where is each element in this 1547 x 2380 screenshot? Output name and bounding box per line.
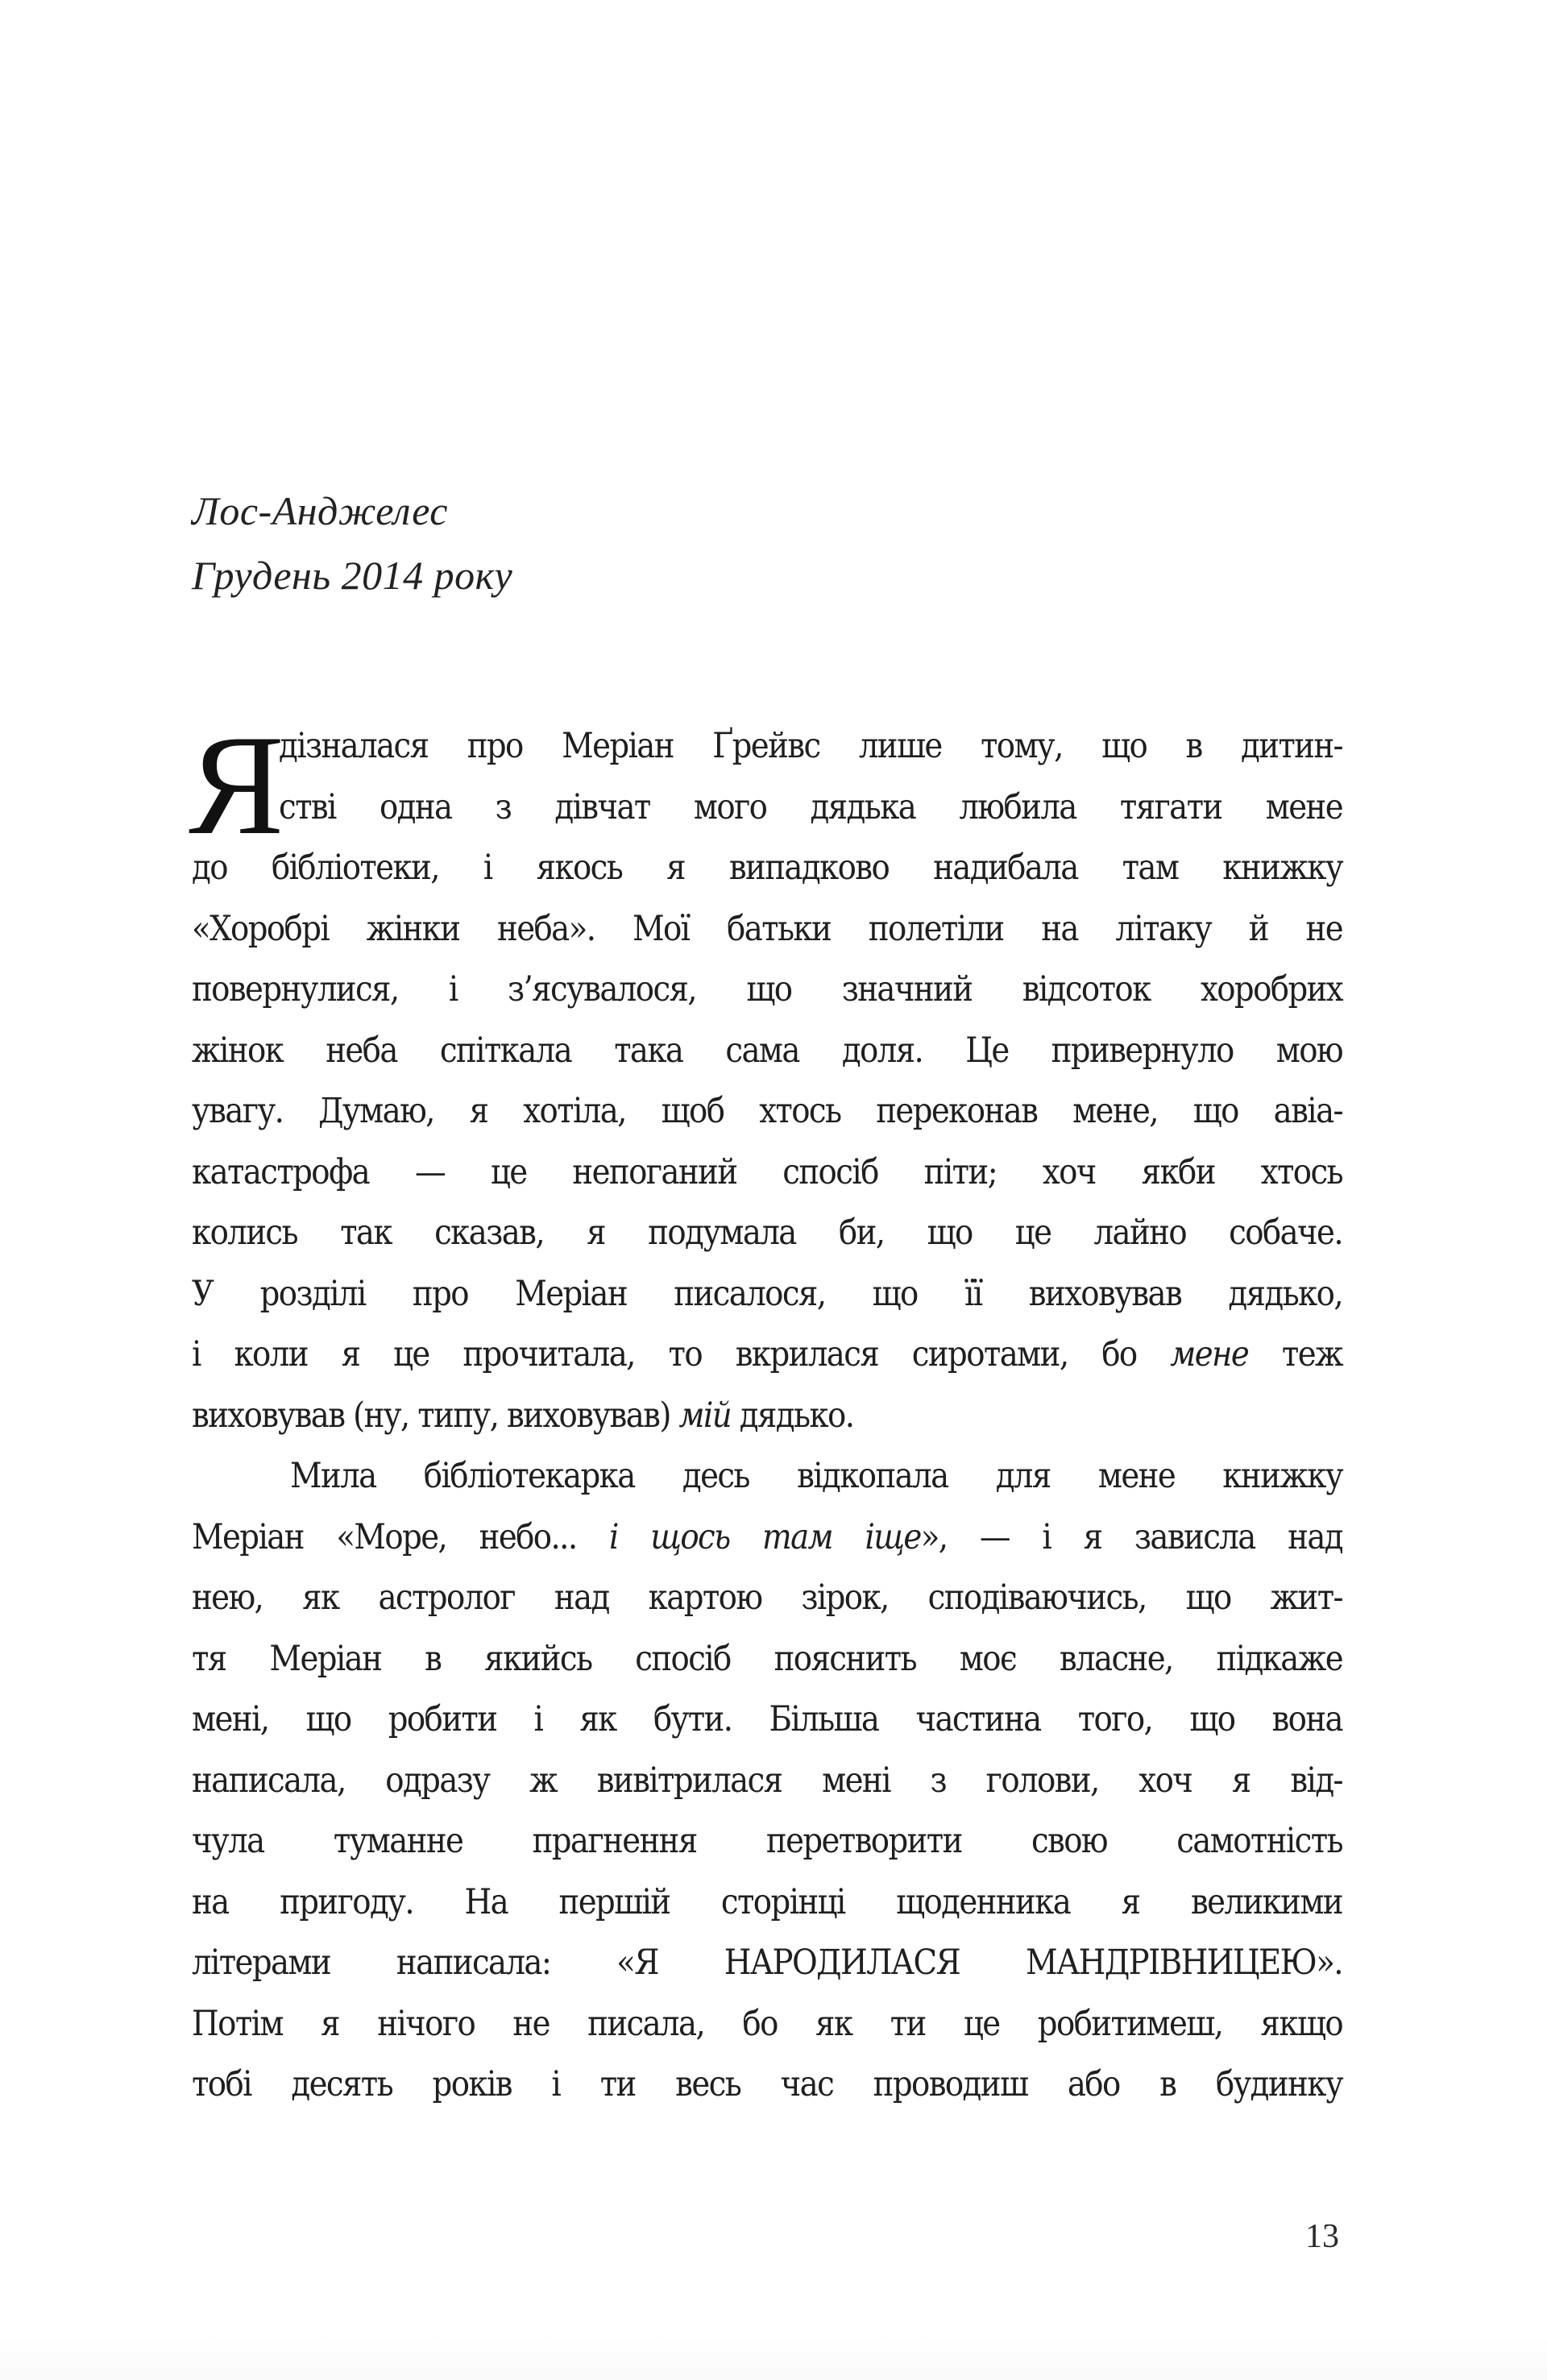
text-run: Меріан «Море, небо... bbox=[192, 1516, 609, 1557]
text-line: жінок неба спіткала така сама доля. Це привернуло мою bbox=[192, 1030, 1342, 1071]
emphasis: мене bbox=[1170, 1334, 1249, 1375]
text-line: Потім я нічого не писала, бо як ти це робитимеш, якщо bbox=[192, 2003, 1342, 2044]
text-run: », — і я зависла над bbox=[920, 1516, 1342, 1557]
text-line: тобі десять років і ти весь час проводиш або в будинку bbox=[192, 2064, 1342, 2104]
text-line: колись так сказав, я подумала би, що це лайно собаче. bbox=[192, 1213, 1342, 1253]
text-run: дядько. bbox=[731, 1395, 854, 1436]
text-line bbox=[192, 1386, 1342, 1447]
drop-cap: Я bbox=[189, 705, 284, 865]
text-run: теж bbox=[1248, 1334, 1342, 1375]
emphasis: мій bbox=[678, 1395, 732, 1436]
chapter-dateline bbox=[192, 479, 512, 607]
text-line: на пригоду. На першій сторінці щоденника я великими bbox=[192, 1881, 1342, 1922]
text-line: тя Меріан в якийсь спосіб пояснить моє власне, підкаже bbox=[192, 1638, 1342, 1679]
text-line: дізналася про Меріан Ґрейвс лише тому, що в дитин- bbox=[279, 726, 1342, 766]
body-text bbox=[189, 705, 1342, 2116]
text-line: У розділі про Меріан писалося, що її виховував дядько, bbox=[192, 1273, 1342, 1314]
text-line: стві одна з дівчат мого дядька любила тягати мене bbox=[279, 786, 1342, 827]
text-line: повернулися, і з’ясувалося, що значний відсоток хоробрих bbox=[192, 969, 1342, 1010]
text-line: увагу. Думаю, я хотіла, щоб хтось переконав мене, що авіа- bbox=[192, 1091, 1342, 1131]
text-line: катастрофа — це непоганий спосіб піти; хоч якби хтось bbox=[192, 1151, 1342, 1192]
text-line: до бібліотеки, і якось я випадково надибала там книжку bbox=[192, 848, 1342, 888]
text-line bbox=[192, 1325, 1342, 1386]
text-line: «Хоробрі жінки неба». Мої батьки полетіли на літаку й не bbox=[192, 908, 1342, 949]
page-number: 13 bbox=[1305, 2218, 1339, 2255]
text-line: чула туманне прагнення перетворити свою самотність bbox=[192, 1821, 1342, 1861]
emphasis: і щось там іще bbox=[609, 1516, 921, 1557]
dateline-place: Лос-Анджелес bbox=[192, 488, 448, 533]
text-run: і коли я це прочитала, то вкрилася сиротами, бо bbox=[192, 1334, 1171, 1375]
text-line: Мила бібліотекарка десь відкопала для мене книжку bbox=[290, 1456, 1342, 1496]
dateline-date: Грудень 2014 року bbox=[192, 553, 513, 598]
text-run: виховував (ну, типу, виховував) bbox=[192, 1395, 679, 1436]
text-line bbox=[192, 1507, 1342, 1569]
text-line: нею, як астролог над картою зірок, сподіваючись, що жит- bbox=[192, 1578, 1342, 1618]
text-line: написала, одразу ж вивітрилася мені з голови, хоч я від- bbox=[192, 1760, 1342, 1801]
text-line: мені, що робити і як бути. Більша частина того, що вона bbox=[192, 1699, 1342, 1739]
text-line: літерами написала: «Я НАРОДИЛАСЯ МАНДРІВНИЦЕЮ». bbox=[192, 1943, 1342, 1983]
